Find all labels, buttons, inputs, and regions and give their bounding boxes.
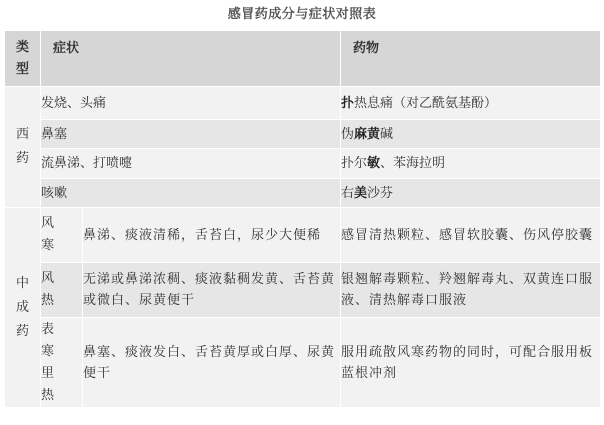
table-row: [5, 149, 601, 179]
drug-rest: 碱: [380, 126, 394, 142]
subtype-char: 热: [41, 387, 55, 403]
category-chinese-line1: 中: [15, 275, 29, 291]
subtype-char: 里: [41, 365, 55, 381]
drug-rest: 、苯海拉明: [380, 156, 446, 171]
drug-cell: 感冒清热颗粒、感冒软胶囊、伤风停胶囊: [341, 208, 601, 263]
header-type: [5, 31, 41, 87]
subtype-char: 风: [41, 271, 55, 286]
drug-pre: 伪: [341, 126, 355, 142]
drug-bold: 美: [354, 185, 368, 201]
drug-cell: [341, 149, 601, 179]
drug-cell: 服用疏散风寒药物的同时，可配合服用板蓝根冲剂: [341, 318, 601, 408]
header-drug: 药物: [341, 31, 601, 87]
symptom-cell: 鼻塞: [41, 120, 341, 149]
header-type-line1: 类: [15, 39, 29, 55]
symptom-cell: 无涕或鼻涕浓稠、痰液黏稠发黄、舌苔黄或微白、尿黄便干: [83, 263, 341, 318]
category-western-line2: 药: [15, 151, 29, 166]
category-chinese-line2: 成: [15, 299, 29, 315]
drug-bold: 麻黄: [354, 126, 381, 142]
symptom-cell: 咳嗽: [41, 179, 341, 208]
drug-rest: 沙芬: [367, 185, 394, 201]
drug-cell: [341, 87, 601, 120]
category-western: [5, 87, 41, 208]
table-title: 感冒药成分与症状对照表: [227, 7, 377, 22]
drug-cell: [341, 120, 601, 149]
subtype-cell: [41, 263, 83, 318]
subtype-cell: [41, 208, 83, 263]
symptom-cell: 鼻涕、痰液清稀，舌苔白，尿少大便稀: [83, 208, 341, 263]
table-row: [5, 120, 601, 149]
drug-bold: 扑: [341, 95, 355, 111]
drug-rest: 热息痛（对乙酰氨基酚）: [354, 95, 498, 111]
drug-cell: [341, 179, 601, 208]
table-header-row: [5, 31, 601, 87]
drug-bold: 敏: [367, 156, 381, 171]
category-western-line1: 西: [15, 127, 29, 142]
table-row: [5, 263, 601, 318]
symptom-cell: 发烧、头痛: [41, 87, 341, 120]
drug-cell: 银翘解毒颗粒、羚翘解毒丸、双黄连口服液、清热解毒口服液: [341, 263, 601, 318]
symptom-cell: 鼻塞、痰液发白、舌苔黄厚或白厚、尿黄便干: [83, 318, 341, 408]
subtype-char: 热: [41, 293, 55, 308]
drug-pre: 右: [341, 185, 355, 201]
category-chinese-line3: 药: [15, 323, 29, 339]
drug-pre: 扑尔: [341, 156, 368, 171]
comparison-table: [4, 30, 601, 408]
header-type-line2: 型: [15, 61, 29, 77]
table-row: [5, 318, 601, 408]
symptom-cell: 流鼻涕、打喷嚏: [41, 149, 341, 179]
subtype-char: 寒: [41, 238, 55, 253]
subtype-char: 寒: [41, 343, 55, 359]
category-chinese: [5, 208, 41, 408]
table-row: [5, 179, 601, 208]
subtype-char: 风: [41, 216, 55, 231]
header-symptom: 症状: [41, 31, 341, 87]
subtype-char: 表: [41, 321, 55, 337]
table-row: [5, 87, 601, 120]
subtype-cell: [41, 318, 83, 408]
table-row: [5, 208, 601, 263]
